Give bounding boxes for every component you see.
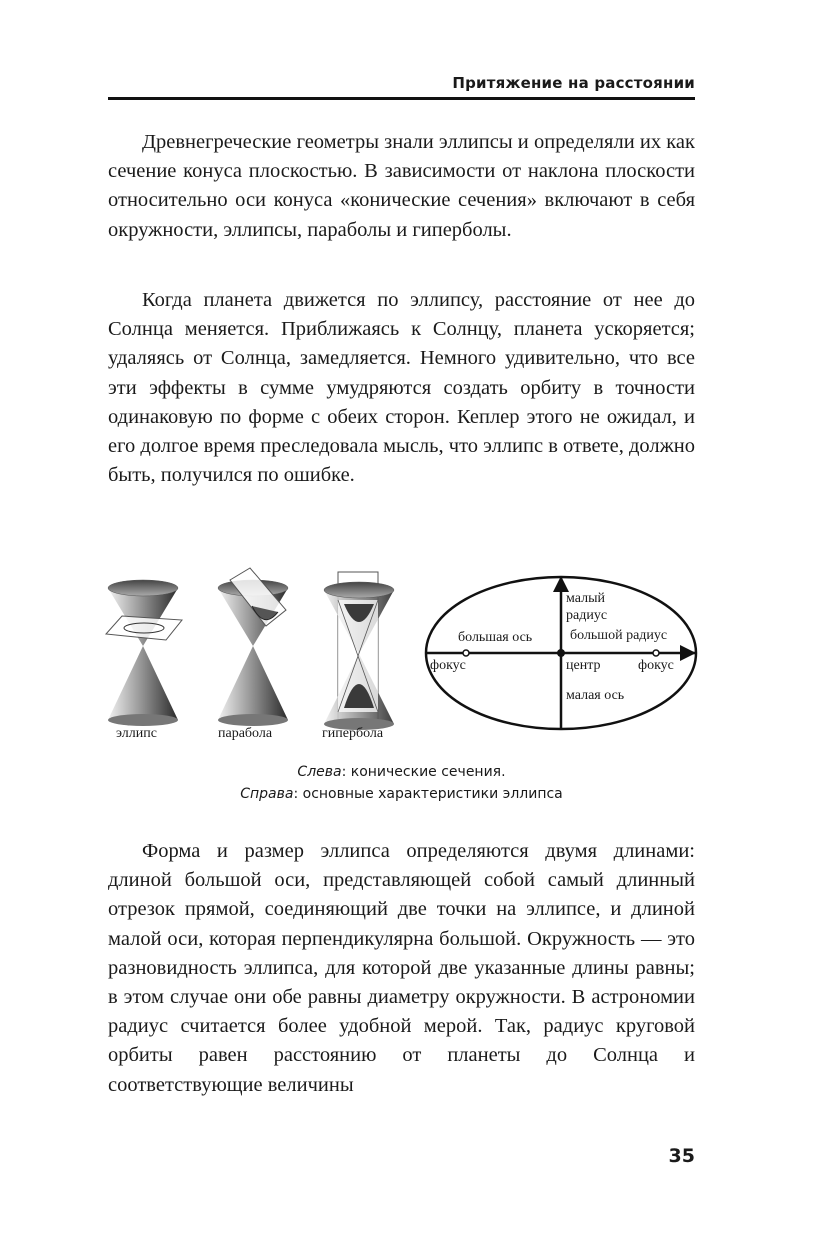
caption-left-text: : конические сечения. (341, 764, 506, 780)
label-major-axis: большая ось (458, 630, 533, 645)
caption-right-label: Справа (240, 786, 294, 802)
caption-line-2 (108, 783, 695, 805)
running-title: Притяжение на расстоянии (452, 74, 695, 92)
cone-hyperbola (324, 572, 394, 730)
cone-parabola (218, 568, 288, 726)
label-major-radius: большой радиус (570, 628, 668, 643)
figure-caption (108, 761, 695, 805)
header-rule (108, 97, 695, 100)
label-hyperbola: гипербола (322, 726, 384, 741)
conic-sections-figure (100, 560, 700, 760)
label-focus-right: фокус (638, 658, 674, 673)
paragraph-2: Когда планета движется по эллипсу, расстояние от нее до Солнца меняется. Приближаясь к Солнцу, планета ускоряется; удаляясь от Солнца, замедляется. Немного удивительно, что все эти эффекты в сумме умудряются создать орбиту в точности одинаковую по форме с обеих сторон. Кеплер этого не ожидал, и его долгое время преследовала мысль, что эллипс в ответе, должно быть, получился по ошибке. (108, 289, 695, 487)
page-number: 35 (668, 1145, 695, 1167)
caption-line-1 (108, 761, 695, 783)
caption-left-label: Слева (297, 764, 342, 780)
label-ellipse: эллипс (116, 726, 157, 741)
label-focus-left: фокус (430, 658, 466, 673)
label-parabola: парабола (218, 726, 273, 741)
paragraph-1: Древнегреческие геометры знали эллипсы и определяли их как сечение конуса плоскостью. В зависимости от наклона плоскости относительно оси конуса «конические сечения» включают в себя окружности, эллипсы, параболы и гиперболы. (108, 131, 695, 241)
label-minor-radius: малый радиус (566, 591, 608, 623)
caption-right-text: : основные характеристики эллипса (293, 786, 563, 802)
ellipse-diagram (426, 577, 696, 729)
paragraph-3: Форма и размер эллипса определяются двумя длинами: длиной большой оси, представляющей собой самый длинный отрезок прямой, соединяющий две точки на эллипсе, и длиной малой оси, которая перпендикулярна большой. Окружность — это разновидность эллипса, для которой две указанные длины равны; в этом случае они обе равны диаметру окружности. В астрономии радиус считается более удобной мерой. Так, радиус круговой орбиты равен расстоянию от планеты до Солнца и соответствующие величины (108, 840, 695, 1096)
label-minor-axis: малая ось (566, 688, 625, 703)
label-center: центр (566, 658, 601, 673)
cone-ellipse (106, 580, 182, 726)
